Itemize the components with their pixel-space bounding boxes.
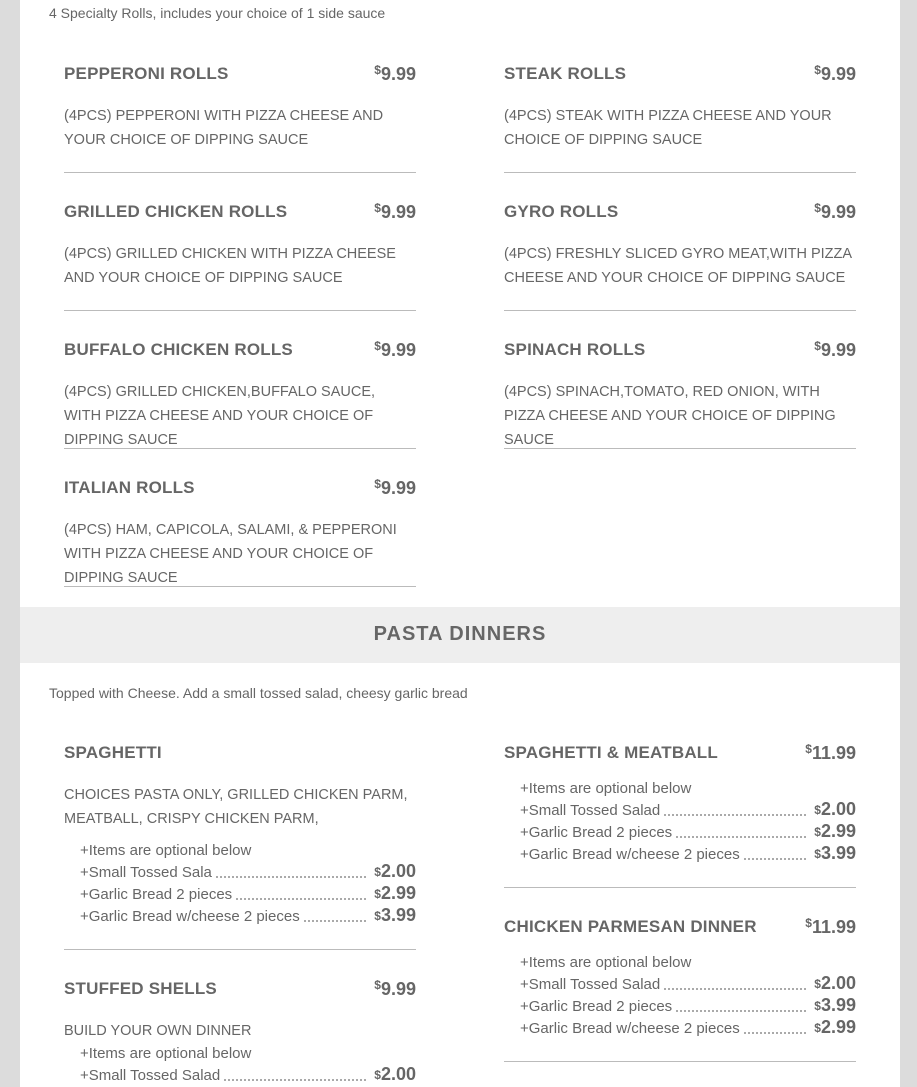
item-name: PEPPERONI ROLLS bbox=[64, 64, 229, 83]
option-row[interactable] bbox=[520, 996, 856, 1018]
item-name: STUFFED SHELLS bbox=[64, 979, 217, 998]
item-description: (4PCS) PEPPERONI WITH PIZZA CHEESE AND YOUR CHOICE OF DIPPING SAUCE bbox=[64, 108, 384, 148]
section-header bbox=[20, 607, 900, 663]
divider bbox=[64, 448, 416, 449]
divider bbox=[504, 310, 856, 311]
option-label: +Small Tossed Salad bbox=[80, 1065, 224, 1087]
divider bbox=[64, 586, 416, 587]
divider bbox=[504, 172, 856, 173]
section-title: PASTA DINNERS bbox=[373, 623, 547, 645]
option-row[interactable] bbox=[520, 822, 856, 844]
option-label: +Small Tossed Salad bbox=[520, 974, 664, 996]
option-price: $2.99 bbox=[814, 821, 856, 841]
option-price: $2.00 bbox=[814, 973, 856, 993]
option-price: $2.00 bbox=[814, 799, 856, 819]
item-description: CHOICES PASTA ONLY, GRILLED CHICKEN PARM, MEATBALL, CRISPY CHICKEN PARM, bbox=[64, 787, 408, 827]
item-name: ITALIAN ROLLS bbox=[64, 478, 195, 497]
item-description: (4PCS) STEAK WITH PIZZA CHEESE AND YOUR CHOICE OF DIPPING SAUCE bbox=[504, 108, 832, 148]
item-description: (4PCS) SPINACH,TOMATO, RED ONION, WITH PIZZA CHEESE AND YOUR CHOICE OF DIPPING SAUCE bbox=[504, 384, 836, 448]
option-label: +Garlic Bread w/cheese 2 pieces bbox=[80, 906, 304, 928]
option-label: +Small Tossed Salad bbox=[520, 800, 664, 822]
option-label: +Garlic Bread w/cheese 2 pieces bbox=[520, 844, 744, 866]
option-price: $2.00 bbox=[374, 1064, 416, 1084]
option-row[interactable] bbox=[520, 974, 856, 996]
item-price: $9.99 bbox=[374, 339, 416, 360]
item-price: $9.99 bbox=[374, 201, 416, 222]
options-header: +Items are optional below bbox=[80, 1043, 416, 1065]
options-header: +Items are optional below bbox=[520, 952, 856, 974]
option-label: +Garlic Bread w/cheese 2 pieces bbox=[520, 1018, 744, 1040]
item-price: $9.99 bbox=[374, 477, 416, 498]
divider bbox=[504, 1061, 856, 1062]
item-name: STEAK ROLLS bbox=[504, 64, 627, 83]
divider bbox=[64, 310, 416, 311]
divider bbox=[504, 887, 856, 888]
item-description: (4PCS) FRESHLY SLICED GYRO MEAT,WITH PIZZA CHEESE AND YOUR CHOICE OF DIPPING SAUCE bbox=[504, 246, 852, 286]
option-row[interactable] bbox=[520, 844, 856, 866]
option-row[interactable] bbox=[80, 862, 416, 884]
divider bbox=[64, 949, 416, 950]
option-label: +Garlic Bread 2 pieces bbox=[520, 822, 676, 844]
item-description: (4PCS) HAM, CAPICOLA, SALAMI, & PEPPERONI WITH PIZZA CHEESE AND YOUR CHOICE OF DIPPING SAUCE bbox=[64, 522, 397, 586]
item-price: $11.99 bbox=[805, 742, 856, 763]
option-price: $2.00 bbox=[374, 861, 416, 881]
option-price: $2.99 bbox=[374, 883, 416, 903]
item-name: GRILLED CHICKEN ROLLS bbox=[64, 202, 288, 221]
option-row[interactable] bbox=[80, 1065, 416, 1087]
options-header: +Items are optional below bbox=[520, 778, 856, 800]
item-price: $9.99 bbox=[814, 201, 856, 222]
item-name: SPAGHETTI bbox=[64, 743, 162, 762]
option-row[interactable] bbox=[80, 884, 416, 906]
option-label: +Small Tossed Sala bbox=[80, 862, 216, 884]
option-row[interactable] bbox=[520, 800, 856, 822]
divider bbox=[504, 448, 856, 449]
item-price: $11.99 bbox=[805, 916, 856, 937]
divider bbox=[64, 172, 416, 173]
option-price: $3.99 bbox=[814, 995, 856, 1015]
option-row[interactable] bbox=[520, 1018, 856, 1040]
pasta-intro: Topped with Cheese. Add a small tossed salad, cheesy garlic bread bbox=[49, 685, 468, 701]
item-description: BUILD YOUR OWN DINNER bbox=[64, 1023, 252, 1039]
option-price: $3.99 bbox=[814, 843, 856, 863]
option-price: $3.99 bbox=[374, 905, 416, 925]
option-label: +Garlic Bread 2 pieces bbox=[520, 996, 676, 1018]
item-price: $9.99 bbox=[814, 63, 856, 84]
option-row[interactable] bbox=[80, 906, 416, 928]
option-label: +Garlic Bread 2 pieces bbox=[80, 884, 236, 906]
item-price: $9.99 bbox=[374, 978, 416, 999]
item-name: SPINACH ROLLS bbox=[504, 340, 646, 359]
item-name: BUFFALO CHICKEN ROLLS bbox=[64, 340, 293, 359]
item-price: $9.99 bbox=[374, 63, 416, 84]
options-header: +Items are optional below bbox=[80, 840, 416, 862]
item-description: (4PCS) GRILLED CHICKEN,BUFFALO SAUCE, WITH PIZZA CHEESE AND YOUR CHOICE OF DIPPING SAUCE bbox=[64, 384, 376, 448]
item-name: SPAGHETTI & MEATBALL bbox=[504, 743, 718, 762]
item-price: $9.99 bbox=[814, 339, 856, 360]
option-price: $2.99 bbox=[814, 1017, 856, 1037]
rolls-intro: 4 Specialty Rolls, includes your choice of 1 side sauce bbox=[49, 5, 386, 21]
item-description: (4PCS) GRILLED CHICKEN WITH PIZZA CHEESE AND YOUR CHOICE OF DIPPING SAUCE bbox=[64, 246, 396, 286]
item-name: GYRO ROLLS bbox=[504, 202, 619, 221]
item-name: CHICKEN PARMESAN DINNER bbox=[504, 917, 757, 936]
